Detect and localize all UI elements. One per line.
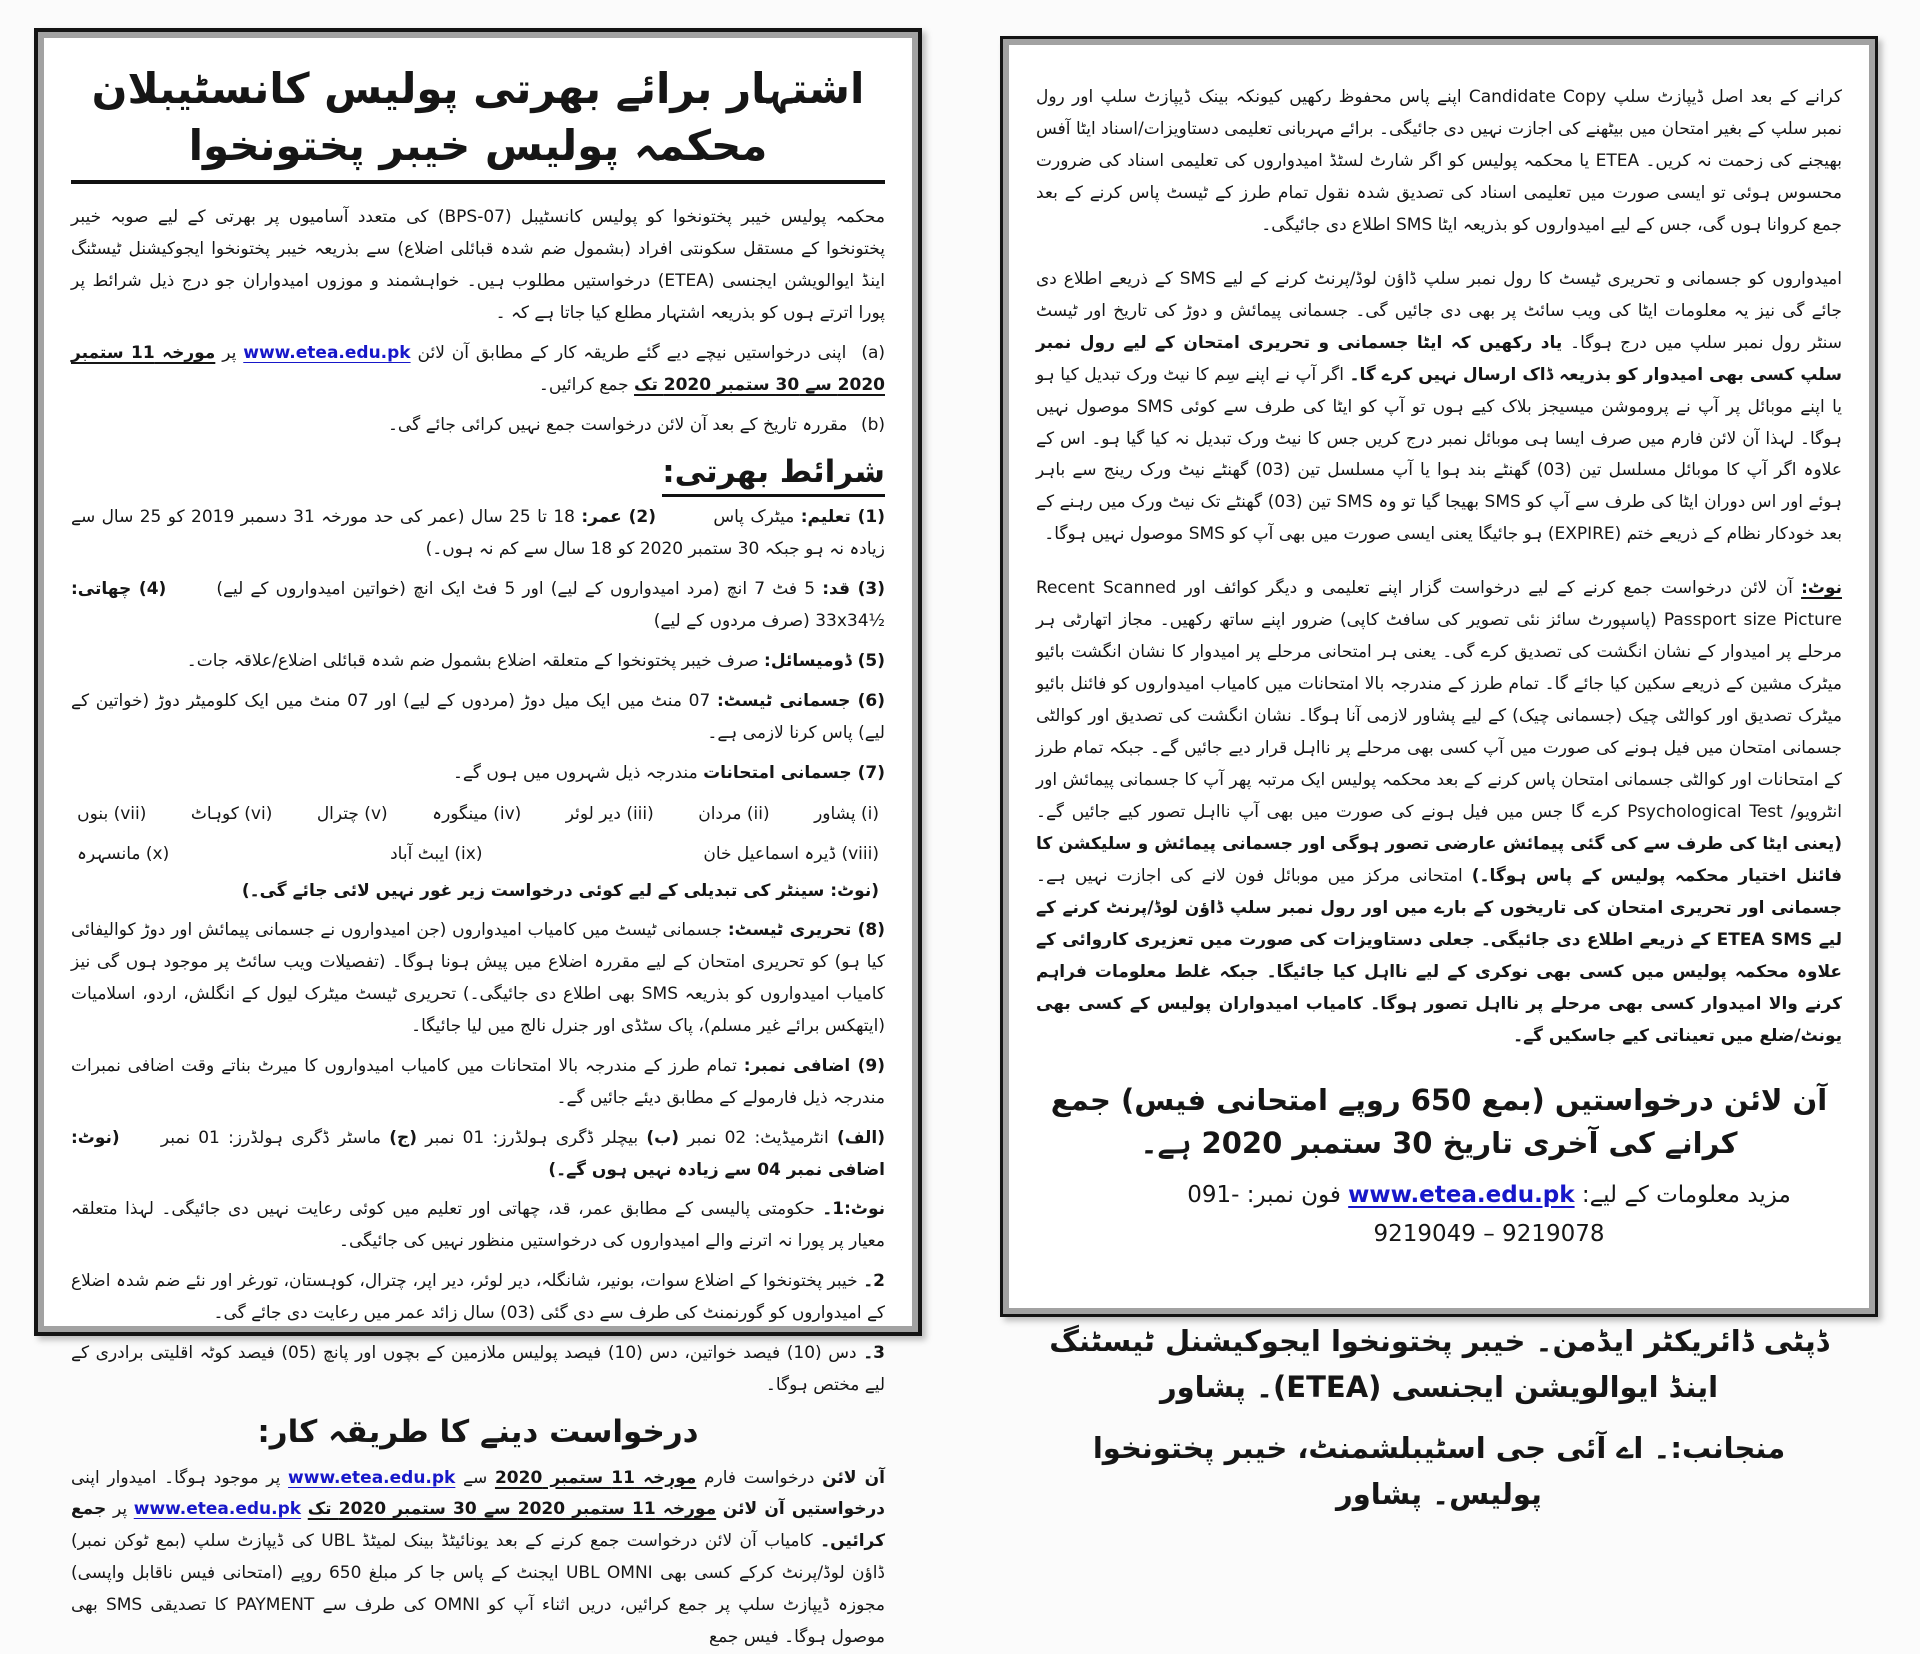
text-segment: پر (106, 1499, 133, 1519)
text-segment: (4) چھاتی: (71, 579, 166, 599)
page-2-content (1010, 46, 1868, 1307)
text-segment: پر (215, 343, 243, 363)
roll-number-sms-paragraph (1036, 264, 1842, 552)
list-item-b-label: (b) (861, 410, 885, 442)
intro-paragraph: محکمہ پولیس خیبر پختونخوا کو پولیس کانسٹیبل (BPS-07) کی متعدد آسامیوں پر بھرتی کے لیے صوبہ خیبر پختونخوا کے مستقل سکونتی افراد (بشمول ضم شدہ قبائلی اضلاع) سے بذریعہ خیبر پختونخوا ایجوکیشنل ٹیسٹنگ اینڈ ایوالویشن ایجنسی (ETEA) درخواستیں مطلوب ہیں۔ خواہشمند و موزوں امیدواران جو درج ذیل شرائط پر پورا اترتے ہوں کو بذریعہ اشتہار مطلع کیا جاتا ہے کہ ۔ (71, 202, 885, 330)
text-segment: 18 تا 25 سال (عمر کی حد مورخہ 31 دسمبر 2019 کو 25 سال سے زیادہ نہ ہو جبکہ 30 ستمبر 2020 کو 18 سال سے کم نہ ہوں۔) (71, 507, 885, 559)
text-segment: نوٹ: (1801, 578, 1842, 598)
text-segment: مورخہ 11 ستمبر 2020 سے 30 ستمبر 2020 تک (308, 1499, 716, 1519)
text-segment: 3۔ (863, 1343, 885, 1363)
text-segment: مزید معلومات کے لیے: (1575, 1182, 1791, 1208)
text-segment (716, 1499, 723, 1519)
text-segment: نوٹ:1۔ (822, 1199, 885, 1219)
page-1-content (45, 39, 911, 1325)
text-segment: دس (10) فیصد خواتین، دس (10) فیصد پولیس ملازمین کے بچوں اور پانچ (05) فیصد کوٹہ اقلیتی برادری کے لیے مختص ہوگا۔ (71, 1343, 885, 1395)
term-1-2-education-age (71, 502, 885, 566)
note-3-quota (71, 1338, 885, 1402)
signature-issuer: ڈپٹی ڈائریکٹر ایڈمن۔ خیبر پختونخوا ایجوکیشنل ٹیسٹنگ اینڈ ایوالویشن ایجنسی (ETEA)۔ پشاور (1036, 1318, 1842, 1411)
application-method-heading: درخواست دینے کا طریقہ کار: (71, 1412, 885, 1452)
list-item-a-label: (a) (861, 338, 885, 370)
text-segment: (ب) (646, 1128, 679, 1148)
text-segment: صرف خیبر پختونخوا کے متعلقہ اضلاع بشمول ضم شدہ قبائلی اضلاع/علاقہ جات۔ (187, 651, 764, 671)
list-item-a (71, 338, 885, 402)
signature-block (1036, 1318, 1842, 1518)
text-segment: جمع کرائیں۔ (539, 375, 634, 395)
deadline-line: آن لائن درخواستیں (بمع 650 روپے امتحانی فیس) جمع کرانے کی آخری تاریخ 30 ستمبر 2020 ہے۔ (1036, 1079, 1842, 1166)
text-segment: (نوٹ: اضافی نمبر 04 سے زیادہ نہیں ہوں گے۔) (71, 1128, 885, 1180)
text-segment: درخواستیں آن لائن (723, 1499, 885, 1519)
text-segment (301, 1499, 308, 1519)
page-title: اشتہار برائے بھرتی پولیس کانسٹیبلان محکمہ پولیس خیبر پختونخوا (71, 61, 885, 184)
term-8-written-test (71, 915, 885, 1043)
text-segment: اگر آپ نے اپنے سِم کا نیٹ ورک تبدیل کیا ہو یا اپنے موبائل پر آپ نے پروموشن میسیجز بلاک کیے ہوں تو آپ کو ایٹا کی طرف سے کوئی SMS موصول نہیں ہوگا۔ لہذا آن لائن فارم میں صرف ایسا ہی موبائل نمبر درج کریں جس کا نیٹ ورک تبدیل نہ کیا گیا ہو۔ اس کے علاوہ اگر آپ کا موبائل مسلسل تین (03) گھنٹے بند ہوا یا آپ مسلسل تین (03) گھنٹے نیٹ ورک رینج سے باہر ہوئے اور اس دوران ایٹا کی طرف سے آپ کو SMS بھیجا گیا تو وہ SMS تین (03) گھنٹے تک نیٹ ورک میں رہنے کے بعد خودکار نظام کے ذریعے ختم (EXPIRE) ہو جائیگا یعنی ایسی صورت میں بھی آپ کو SMS موصول نہیں ہوگا۔ (1036, 365, 1842, 545)
text-segment: 2۔ (863, 1271, 885, 1291)
text-segment: حکومتی پالیسی کے مطابق عمر، قد، چھاتی اور تعلیم میں کوئی رعایت نہیں دی جائیگی۔ لہذا متعلقہ معیار پر پورا نہ اترنے والے امیدواروں کی درخواستیں منظور نہیں کی جائیگی۔ (71, 1199, 885, 1251)
text-segment: (ج) (389, 1128, 417, 1148)
text-segment: (i) پشاور (814, 798, 879, 830)
text-segment: 33x34½ (815, 611, 885, 631)
text-segment: مورخہ 11 ستمبر 2020 (495, 1468, 696, 1488)
signature-on-behalf: منجانب:۔ اے آئی جی اسٹیبلشمنٹ، خیبر پختونخوا پولیس۔ پشاور (1036, 1425, 1842, 1518)
text-segment: (5) ڈومیسائل: (764, 651, 885, 671)
text-segment: جسمانی اور تحریری امتحان کی تاریخوں کے بارے میں اور رول نمبر سلپ ڈاؤن لوڈ/پرنٹ کرنے کے لیے ETEA SMS کے ذریعے اطلاع دی جائیگی۔ جعلی دستاویزات کی صورت میں تعزیری کاروائی کے علاوہ محکمہ پولیس میں کسی بھی نوکری کے لیے نااہل کیا جائیگا۔ جبکہ غلط معلومات فراہم کرنے والا امیدوار کسی بھی مرحلے پر نااہل تصور ہوگا۔ کامیاب امیدواران پولیس کے کسی بھی یونٹ/ضلع میں تعیناتی کیے جاسکیں گے۔ (1036, 898, 1842, 1046)
text-segment: آن لائن (822, 1468, 885, 1488)
text-segment: انٹرمیڈیٹ: 02 نمبر (679, 1128, 837, 1148)
list-item-a-text (71, 343, 885, 395)
test-cities-row-2 (77, 838, 879, 907)
text-segment: جسمانی ٹیسٹ میں کامیاب امیدواروں (جن امیدواروں نے جسمانی پیمائش اور دوڑ کوالیفائی کیا ہو) کو تحریری امتحان کے لیے مقررہ اضلاع میں پیش ہونا ہوگا۔ (تفصیلات ویب سائٹ پر موجود ہوں گی نیز کامیاب امیدواروں کو بذریعہ SMS بھی اطلاع دی جائیگی۔) تحریری ٹیسٹ میٹرک لیول کے انگلش، اردو، اسلامیات (ایتھکس برائے غیر مسلم)، پاک سٹڈی اور جنرل نالج میں لیا جائیگا۔ (71, 920, 885, 1036)
text-segment: مندرجہ ذیل شہروں میں ہوں گے۔ (453, 763, 703, 783)
text-segment: (vi) کوہاٹ (191, 798, 273, 830)
test-cities-row-1 (77, 798, 879, 830)
text-segment: (viii) ڈیرہ اسماعیل خان (703, 838, 879, 870)
text-segment: (vii) بنوں (77, 798, 146, 830)
text-segment: (9) اضافی نمبر: (744, 1056, 885, 1076)
text-segment: ماسٹر ڈگری ہولڈرز: 01 نمبر (120, 1128, 390, 1148)
text-segment: (3) قد: (822, 579, 885, 599)
text-segment: پر موجود ہوگا۔ امیدوار اپنی (71, 1468, 288, 1488)
text-segment: (8) تحریری ٹیسٹ: (728, 920, 885, 940)
text-segment: (1) تعلیم: (801, 507, 885, 527)
text-segment: میٹرک پاس (656, 507, 801, 527)
text-segment: سے (455, 1468, 495, 1488)
deposit-slip-paragraph: کرانے کے بعد اصل ڈیپازٹ سلپ Candidate Copy اپنے پاس محفوظ رکھیں کیونکہ بینک ڈیپازٹ سلپ اور رول نمبر سلپ کے بغیر امتحان میں بیٹھنے کی اجازت نہیں دی جائیگی۔ برائے مہربانی تعلیمی دستاویزات/اسناد ایٹا آفس بھیجنے کی زحمت نہ کریں۔ ETEA یا محکمہ پولیس کو اگر شارٹ لسٹڈ امیدواروں کی تعلیمی اسناد کی ضرورت محسوس ہوئی تو ایسی صورت میں تعلیمی اسناد کی تصدیق شدہ نقول تمام طرز کے ٹیسٹ پاس کرنے کے بعد جمع کروانا ہوں گی، جس کے لیے امیدواروں کو بذریعہ ایٹا SMS اطلاع دی جائیگی۔ (1036, 82, 1842, 242)
term-7-test-cities-intro (71, 758, 885, 790)
application-method-paragraph (71, 1463, 885, 1654)
text-segment: جمع کرائیں۔ (71, 1499, 885, 1551)
text-segment: کامیاب آن لائن درخواست جمع کرنے کے بعد یونائیٹڈ بینک لمیٹڈ UBL کی ڈیپازٹ سلپ (بمع ٹوکن نمبر) ڈاؤن لوڈ/پرنٹ کرکے کسی بھی UBL OMNI ایجنٹ کے پاس جا کر مبلغ 650 روپے (امتحانی فیس ناقابل واپسی) مجوزہ ڈیپازٹ سلپ پر جمع کرائیں، دریں اثناء آپ کو OMNI کی طرف سے PAYMENT کا تصدیقی SMS بھی موصول ہوگا۔ فیس جمع (71, 1531, 885, 1647)
text-segment: 5 فٹ 7 انچ (مرد امیدواروں کے لیے) اور 5 فٹ ایک انچ (خواتین امیدواروں کے لیے) (166, 579, 822, 599)
text-segment: 07 منٹ میں ایک میل دوڑ (مردوں کے لیے) اور 07 منٹ میں ایک کلومیٹر دوڑ (خواتین کے لیے) پاس کرنا لازمی ہے۔ (71, 691, 885, 743)
terms-heading: شرائط بھرتی: (71, 452, 885, 492)
text-segment: خیبر پختونخوا کے اضلاع سوات، بونیر، شانگلہ، دیر لوئر، دیر اپر، چترال، کوہستان، تورغر اور نئے ضم شدہ اضلاع کے امیدواروں کو گورنمنٹ کی طرف سے دی گئی (03) سال زائد عمر میں رعایت دی جائے گی۔ (71, 1271, 885, 1323)
advertisement-page-1 (34, 28, 922, 1336)
text-segment: (ii) مردان (698, 798, 769, 830)
text-segment: امتحانی مرکز میں موبائل فون لانے کی اجازت نہیں ہے۔ (1036, 866, 1472, 886)
link-url[interactable]: www.etea.edu.pk (1348, 1182, 1574, 1208)
text-segment: (2) عمر: (581, 507, 656, 527)
text-segment: (صرف مردوں کے لیے) (654, 611, 815, 631)
contact-info-line (1176, 1176, 1802, 1254)
text-segment: (6) جسمانی ٹیسٹ: (717, 691, 885, 711)
advertisement-page-2 (1000, 36, 1878, 1317)
text-segment: یاد رکھیں کہ ایٹا جسمانی و تحریری امتحان کے لیے رول نمبر سلپ کسی بھی امیدوار کو بذریعہ ڈاک ارسال نہیں کرے گا۔ (1036, 333, 1842, 385)
term-9-marks-formula (71, 1123, 885, 1187)
text-segment: (یعنی ایٹا کی طرف سے کی گئی پیمائش عارضی تصور ہوگی اور جسمانی پیمائش و سلیکشن کا فائنل اختیار محکمہ پولیس کے پاس ہوگا۔) (1036, 834, 1842, 886)
text-segment: فون نمبر: (1239, 1182, 1348, 1208)
text-segment: بیچلر ڈگری ہولڈرز: 01 نمبر (417, 1128, 646, 1148)
note-1-no-relaxation (71, 1194, 885, 1258)
text-segment: اپنی درخواستیں نیچے دیے گئے طریقہ کار کے مطابق آن لائن (411, 343, 847, 363)
text-segment: (v) چترال (317, 798, 388, 830)
page-1-title-wrap (71, 61, 885, 184)
note-2-age-relaxation-districts (71, 1266, 885, 1330)
text-segment: (نوٹ: سینٹر کی تبدیلی کے لیے کوئی درخواست زیر غور نہیں لائی جائے گی۔) (242, 875, 879, 907)
link-url[interactable]: www.etea.edu.pk (134, 1499, 301, 1519)
text-segment: مورخہ 11 ستمبر 2020 سے 30 ستمبر 2020 تک (71, 343, 885, 395)
text-segment: (7) جسمانی امتحانات (703, 763, 885, 783)
link-url[interactable]: www.etea.edu.pk (288, 1468, 455, 1488)
text-segment: آن لائن درخواست جمع کرنے کے لیے درخواست گزار اپنے تعلیمی و دیگر کوائف اور Recent Scanned Passport size Picture (پاسپورٹ سائز نئی تصویر کی سافٹ کاپی) ضرور اپنے ساتھ رکھیں۔ مجاز اتھارٹی ہر مرحلے پر امیدوار کے نشان انگشت کی تصدیق کرے گی۔ یعنی ہر امتحانی مرحلے پر امیدوار کا نشان انگشت بائیو میٹرک مشین کے ذریعے سکین کیا جائے گا۔ تمام طرز کے مندرجہ بالا امتحانات میں کامیاب امیدواروں کو فائنل بائیو میٹرک تصدیق اور کوالٹی چیک (جسمانی چیک) کے لیے پشاور لازمی آنا ہوگا۔ نشان انگشت کی تصدیق اور کوالٹی جسمانی امتحان میں فیل ہونے کی صورت میں آپ کسی بھی مرحلے پر نااہل قرار دیے جائیں گے۔ جبکہ تمام طرز کے امتحانات اور کوالٹی جسمانی امتحان پاس کرنے کے بعد محکمہ پولیس ایک مرتبہ پھر آپ کا جسمانی پیمائش اور انٹرویو/ Psychological Test کرے گا جس میں فیل ہونے کی صورت میں بھی آپ نااہل تصور کیے جائیں گے۔ (1036, 578, 1842, 822)
term-3-4-height-chest (71, 574, 885, 638)
term-6-physical-test (71, 686, 885, 750)
text-segment: (x) مانسہرہ (77, 838, 169, 870)
biometric-note-paragraph (1036, 573, 1842, 1052)
text-segment: امیدواروں کو جسمانی و تحریری ٹیسٹ کا رول نمبر سلپ ڈاؤن لوڈ/پرنٹ کرنے کے لیے SMS کے ذریعے اطلاع دی جائے گی نیز یہ معلومات ایٹا کی ویب سائٹ پر بھی دی جائیں گی۔ جسمانی پیمائش و دوڑ کی تاریخ اور ٹیسٹ سنٹر رول نمبر سلپ میں درج ہوگا۔ (1036, 269, 1842, 353)
text-segment: 091-9219049 – 9219078 (1187, 1182, 1604, 1247)
text-segment: (الف) (837, 1128, 885, 1148)
text-segment: (iii) دیر لوئر (566, 798, 654, 830)
list-item-b-text: مقررہ تاریخ کے بعد آن لائن درخواست جمع نہیں کرائی جائے گی۔ (388, 415, 848, 435)
text-segment: درخواست فارم (696, 1468, 822, 1488)
text-segment: (ix) ایبٹ آباد (390, 838, 482, 870)
term-9-extra-marks (71, 1051, 885, 1115)
list-item-b (71, 410, 885, 442)
link-url[interactable]: www.etea.edu.pk (243, 343, 410, 363)
term-5-domicile (71, 646, 885, 678)
text-segment: (iv) مینگورہ (432, 798, 521, 830)
text-segment: تمام طرز کے مندرجہ بالا امتحانات میں کامیاب امیدواروں کا میرٹ بناتے وقت اضافی نمبرات مندرجہ ذیل فارمولے کے مطابق دیئے جائیں گے۔ (71, 1056, 885, 1108)
